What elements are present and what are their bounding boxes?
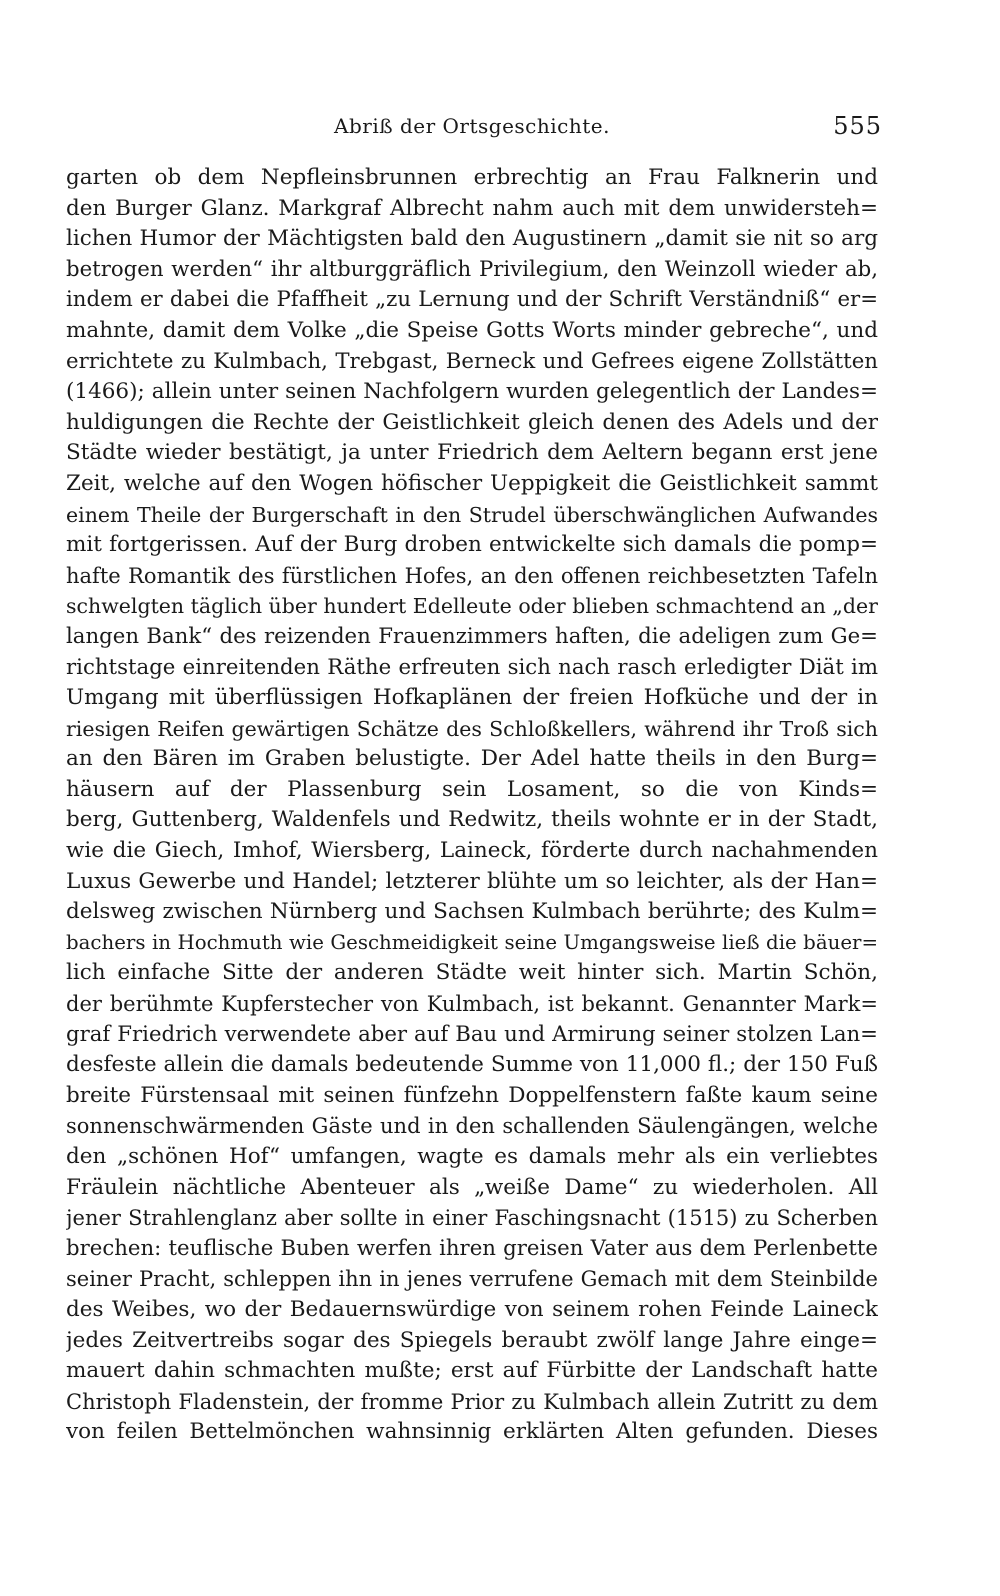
text-line: errichtete zu Kulmbach, Trebgast, Berneck und Gefrees eigene Zollstätten [66,348,878,374]
text-line: lichen Humor der Mächtigsten bald den Augustinern „damit sie nit so arg [66,226,878,252]
text-line: mauert dahin schmachten mußte; erst auf Fürbitte der Landschaft hatte [66,1358,878,1384]
running-head [62,114,882,144]
text-line: riesigen Reifen gewärtigen Schätze des Schloßkellers, während ihr Troß sich [66,716,878,741]
text-line: breite Fürstensaal mit seinen fünfzehn Doppelfenstern faßte kaum seine [66,1082,878,1108]
text-line: lich einfache Sitte der anderen Städte weit hinter sich. Martin Schön, [66,960,878,986]
text-line: desfeste allein die damals bedeutende Summe von 11,000 fl.; der 150 Fuß [66,1052,878,1078]
body-text [66,163,878,1448]
text-line: brechen: teuflische Buben werfen ihren greisen Vater aus dem Perlenbette [66,1235,878,1261]
text-line: jener Strahlenglanz aber sollte in einer Faschingsnacht (1515) zu Scherben [66,1206,878,1231]
text-line: indem er dabei die Pfaffheit „zu Lernung und der Schrift Verständniß“ er= [66,287,878,313]
text-line: an den Bären im Graben belustigte. Der Adel hatte theils in den Burg= [66,746,878,772]
text-line: Umgang mit überflüssigen Hofkaplänen der freien Hofküche und der in [66,685,878,711]
page-number: 555 [833,112,882,140]
text-line: graf Friedrich verwendete aber auf Bau und Armirung seiner stolzen Lan= [66,1021,878,1047]
text-line: Fräulein nächtliche Abenteuer als „weiße Dame“ zu wiederholen. All [66,1174,878,1200]
text-line: sonnenschwärmenden Gäste und in den schallenden Säulengängen, welche [66,1114,878,1139]
text-line: seiner Pracht, schleppen ihn in jenes verrufene Gemach mit dem Steinbilde [66,1267,878,1292]
text-line: der berühmte Kupferstecher von Kulmbach, ist bekannt. Genannter Mark= [66,992,878,1017]
text-line: Zeit, welche auf den Wogen höfischer Ueppigkeit die Geistlichkeit sammt [66,470,878,496]
text-line: von feilen Bettelmönchen wahnsinnig erklärten Alten gefunden. Dieses [66,1419,878,1445]
text-line: Städte wieder bestätigt, ja unter Friedrich dem Aeltern begann erst jene [66,440,878,466]
text-line: mit fortgerissen. Auf der Burg droben entwickelte sich damals die pomp= [66,532,878,558]
text-line: Christoph Fladenstein, der fromme Prior zu Kulmbach allein Zutritt zu dem [66,1389,878,1414]
text-line: hafte Romantik des fürstlichen Hofes, an den offenen reichbesetzten Tafeln [66,563,878,588]
text-line: huldigungen die Rechte der Geistlichkeit gleich denen des Adels und der [66,409,878,435]
text-line: delsweg zwischen Nürnberg und Sachsen Kulmbach berührte; des Kulm= [66,899,878,925]
text-line: richtstage einreitenden Räthe erfreuten sich nach rasch erledigter Diät im [66,654,878,680]
text-line: schwelgten täglich über hundert Edelleute oder blieben schmachtend an „der [66,594,878,619]
text-line: bachers in Hochmuth wie Geschmeidigkeit seine Umgangsweise ließ die bäuer= [66,930,878,954]
text-line: jedes Zeitvertreibs sogar des Spiegels beraubt zwölf lange Jahre einge= [66,1327,878,1353]
text-line: den „schönen Hof“ umfangen, wagte es damals mehr als ein verliebtes [66,1144,878,1169]
text-line: einem Theile der Burgerschaft in den Strudel überschwänglichen Aufwandes [66,502,878,527]
text-line: (1466); allein unter seinen Nachfolgern wurden gelegentlich der Landes= [66,379,878,405]
text-line: häusern auf der Plassenburg sein Losament, so die von Kinds= [66,776,878,802]
text-line: des Weibes, wo der Bedauernswürdige von seinem rohen Feinde Laineck [66,1296,878,1322]
text-line: wie die Giech, Imhof, Wiersberg, Laineck, förderte durch nachahmenden [66,838,878,864]
text-line: Luxus Gewerbe und Handel; letzterer blühte um so leichter, als der Han= [66,868,878,894]
text-line: betrogen werden“ ihr altburggräflich Privilegium, den Weinzoll wieder ab, [66,256,878,282]
text-line: garten ob dem Nepfleinsbrunnen erbrechtig an Frau Falknerin und [66,165,878,190]
running-title: Abriß der Ortsgeschichte. [334,114,610,138]
text-line: langen Bank“ des reizenden Frauenzimmers haften, die adeligen zum Ge= [66,623,878,649]
text-line: berg, Guttenberg, Waldenfels und Redwitz, theils wohnte er in der Stadt, [66,807,878,833]
text-line: den Burger Glanz. Markgraf Albrecht nahm auch mit dem unwidersteh= [66,195,878,221]
text-line: mahnte, damit dem Volke „die Speise Gotts Worts minder gebreche“, und [66,317,878,343]
